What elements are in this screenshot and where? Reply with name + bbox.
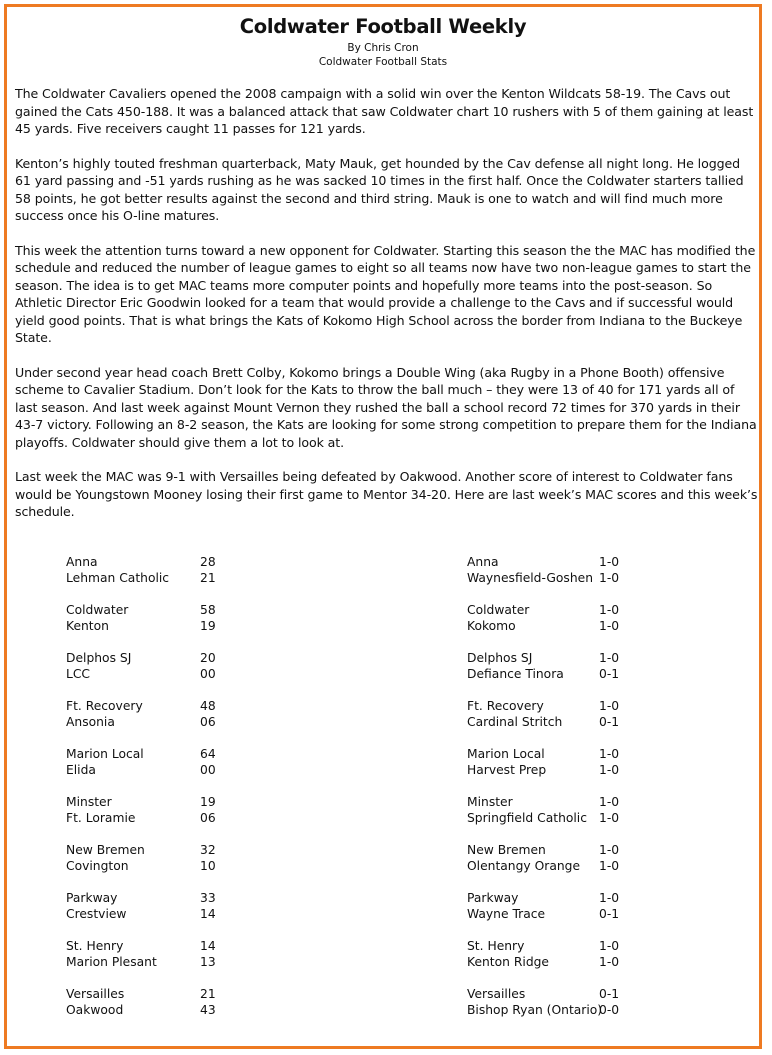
team-record: 1-0: [599, 651, 620, 665]
team-name: Delphos SJ: [467, 651, 533, 665]
team-record: 1-0: [599, 891, 620, 905]
team-score: 14: [200, 907, 216, 921]
team-score: 48: [200, 699, 216, 713]
score-row: [66, 714, 216, 730]
score-group: [66, 842, 216, 890]
team-score: 10: [200, 859, 216, 873]
team-score: 19: [200, 795, 216, 809]
score-row: [66, 602, 216, 618]
score-row: [66, 570, 216, 586]
team-record: 1-0: [599, 763, 620, 777]
team-name: Delphos SJ: [66, 651, 132, 665]
byline: By Chris Cron: [347, 42, 419, 54]
team-name: Bishop Ryan (Ontario): [467, 1003, 603, 1017]
team-score: 00: [200, 763, 216, 777]
schedule-group: [467, 554, 619, 602]
team-score: 19: [200, 619, 216, 633]
team-name: Marion Plesant: [66, 955, 157, 969]
team-name: Ft. Recovery: [66, 699, 143, 713]
schedule-row: [467, 858, 619, 874]
score-row: [66, 1002, 216, 1018]
score-row: [66, 890, 216, 906]
schedule-group: [467, 794, 619, 842]
score-row: [66, 762, 216, 778]
score-group: [66, 794, 216, 842]
team-name: Ansonia: [66, 715, 115, 729]
team-score: 20: [200, 651, 216, 665]
team-record: 0-1: [599, 667, 620, 681]
team-record: 0-1: [599, 907, 620, 921]
team-name: Anna: [66, 555, 98, 569]
score-row: [66, 954, 216, 970]
score-row: [66, 666, 216, 682]
team-name: Ft. Loramie: [66, 811, 136, 825]
team-score: 58: [200, 603, 216, 617]
score-group: [66, 698, 216, 746]
team-name: Versailles: [467, 987, 526, 1001]
score-row: [66, 906, 216, 922]
schedule-group: [467, 602, 619, 650]
team-score: 21: [200, 571, 216, 585]
schedule-group: [467, 650, 619, 698]
team-score: 06: [200, 811, 216, 825]
team-record: 1-0: [599, 747, 620, 761]
schedule-row: [467, 906, 619, 922]
last-week-scores: [66, 554, 216, 1034]
team-score: 28: [200, 555, 216, 569]
team-score: 64: [200, 747, 216, 761]
team-score: 14: [200, 939, 216, 953]
team-name: Kenton: [66, 619, 109, 633]
team-name: Ft. Recovery: [467, 699, 544, 713]
schedule-row: [467, 650, 619, 666]
team-record: 1-0: [599, 571, 620, 585]
score-group: [66, 602, 216, 650]
team-record: 1-0: [599, 811, 620, 825]
schedule-group: [467, 698, 619, 746]
team-name: Springfield Catholic: [467, 811, 587, 825]
team-name: Harvest Prep: [467, 763, 547, 777]
schedule-row: [467, 842, 619, 858]
team-name: St. Henry: [66, 939, 124, 953]
schedule-group: [467, 842, 619, 890]
team-name: Oakwood: [66, 1003, 124, 1017]
schedule-row: [467, 938, 619, 954]
score-row: [66, 858, 216, 874]
team-name: Kokomo: [467, 619, 516, 633]
team-name: Parkway: [467, 891, 519, 905]
team-name: Defiance Tinora: [467, 667, 564, 681]
team-record: 1-0: [599, 555, 620, 569]
score-group: [66, 554, 216, 602]
team-name: Marion Local: [66, 747, 144, 761]
schedule-row: [467, 554, 619, 570]
schedule-row: [467, 794, 619, 810]
paragraph-4: Under second year head coach Brett Colby, Kokomo brings a Double Wing (aka Rugby in a Phone Booth) offensive scheme to Cavalier Stadium. Don’t look for the Kats to throw the ball much – they were 13 of 40 for 171 yards all of last season. And last week against Mount Vernon they rushed the ball a school record 72 times for 370 yards in their 43-7 victory. Following an 8-2 season, the Kats are looking for some strong competition to prepare them for the Indiana playoffs. Coldwater should give them a lot to look at.: [15, 364, 757, 450]
team-record: 0-0: [599, 1003, 620, 1017]
score-group: [66, 938, 216, 986]
team-name: Lehman Catholic: [66, 571, 170, 585]
schedule-group: [467, 890, 619, 938]
score-row: [66, 986, 216, 1002]
team-name: Covington: [66, 859, 129, 873]
page-border: [4, 4, 762, 1049]
schedule-row: [467, 1002, 619, 1018]
paragraph-2: Kenton’s highly touted freshman quarterback, Maty Mauk, get hounded by the Cav defense all night long. He logged 61 yard passing and -51 yards rushing as he was sacked 10 times in the first half. Once the Coldwater starters tallied 58 points, he got better results against the second and third string. Mauk is one to watch and will find much more success once his O-line matures.: [15, 155, 744, 223]
team-record: 0-1: [599, 987, 620, 1001]
schedule-row: [467, 746, 619, 762]
team-record: 1-0: [599, 939, 620, 953]
score-row: [66, 746, 216, 762]
team-record: 1-0: [599, 955, 620, 969]
team-name: Marion Local: [467, 747, 545, 761]
this-week-schedule: [467, 554, 619, 1034]
score-row: [66, 698, 216, 714]
score-row: [66, 794, 216, 810]
score-row: [66, 554, 216, 570]
team-name: New Bremen: [467, 843, 546, 857]
team-name: New Bremen: [66, 843, 145, 857]
team-score: 33: [200, 891, 216, 905]
schedule-row: [467, 890, 619, 906]
team-name: Minster: [66, 795, 112, 809]
paragraph-5: Last week the MAC was 9-1 with Versailles being defeated by Oakwood. Another score of interest to Coldwater fans would be Youngstown Mooney losing their first game to Mentor 34-20. Here are last week’s MAC scores and this week’s schedule.: [15, 469, 758, 519]
subtitle: Coldwater Football Stats: [318, 56, 448, 68]
score-row: [66, 650, 216, 666]
team-name: Elida: [66, 763, 96, 777]
score-row: [66, 842, 216, 858]
team-name: Minster: [467, 795, 513, 809]
schedule-row: [467, 810, 619, 826]
team-name: Coldwater: [66, 603, 129, 617]
paragraph-3: This week the attention turns toward a new opponent for Coldwater. Starting this season the the MAC has modified the schedule and reduced the number of league games to eight so all teams now have two non-league games to start the season. The idea is to get MAC teams more computer points and hopefully more teams into the post-season. So Athletic Director Eric Goodwin looked for a team that would provide a challenge to the Cavs and if successful would yield good points. That is what brings the Kats of Kokomo High School across the border from Indiana to the Buckeye State.: [15, 242, 756, 345]
team-name: LCC: [66, 667, 91, 681]
team-record: 1-0: [599, 795, 620, 809]
team-score: 06: [200, 715, 216, 729]
schedule-row: [467, 698, 619, 714]
article-body: [15, 85, 759, 538]
team-name: Wayne Trace: [467, 907, 546, 921]
schedule-group: [467, 938, 619, 986]
schedule-group: [467, 746, 619, 794]
schedule-row: [467, 666, 619, 682]
score-group: [66, 986, 216, 1034]
team-record: 0-1: [599, 715, 620, 729]
team-record: 1-0: [599, 699, 620, 713]
team-name: Crestview: [66, 907, 127, 921]
team-name: Versailles: [66, 987, 125, 1001]
team-name: Parkway: [66, 891, 118, 905]
team-score: 43: [200, 1003, 216, 1017]
team-name: Kenton Ridge: [467, 955, 549, 969]
team-name: Olentangy Orange: [467, 859, 581, 873]
schedule-group: [467, 986, 619, 1034]
score-row: [66, 810, 216, 826]
score-row: [66, 938, 216, 954]
score-row: [66, 618, 216, 634]
team-score: 13: [200, 955, 216, 969]
team-name: St. Henry: [467, 939, 525, 953]
schedule-row: [467, 986, 619, 1002]
team-record: 1-0: [599, 603, 620, 617]
schedule-row: [467, 602, 619, 618]
team-name: Cardinal Stritch: [467, 715, 563, 729]
team-record: 1-0: [599, 843, 620, 857]
team-record: 1-0: [599, 859, 620, 873]
team-score: 21: [200, 987, 216, 1001]
schedule-row: [467, 762, 619, 778]
team-name: Waynesfield-Goshen: [467, 571, 593, 585]
team-record: 1-0: [599, 619, 620, 633]
team-name: Anna: [467, 555, 499, 569]
page-title: Coldwater Football Weekly: [239, 15, 527, 38]
paragraph-1: The Coldwater Cavaliers opened the 2008 campaign with a solid win over the Kenton Wildcats 58-19. The Cavs out gained the Cats 450-188. It was a balanced attack that saw Coldwater chart 10 rushers with 5 of them gaining at least 45 yards. Five receivers caught 11 passes for 121 yards.: [15, 86, 754, 136]
score-group: [66, 890, 216, 938]
schedule-row: [467, 570, 619, 586]
team-score: 32: [200, 843, 216, 857]
score-group: [66, 650, 216, 698]
schedule-row: [467, 714, 619, 730]
schedule-row: [467, 618, 619, 634]
schedule-row: [467, 954, 619, 970]
team-score: 00: [200, 667, 216, 681]
team-name: Coldwater: [467, 603, 530, 617]
score-group: [66, 746, 216, 794]
